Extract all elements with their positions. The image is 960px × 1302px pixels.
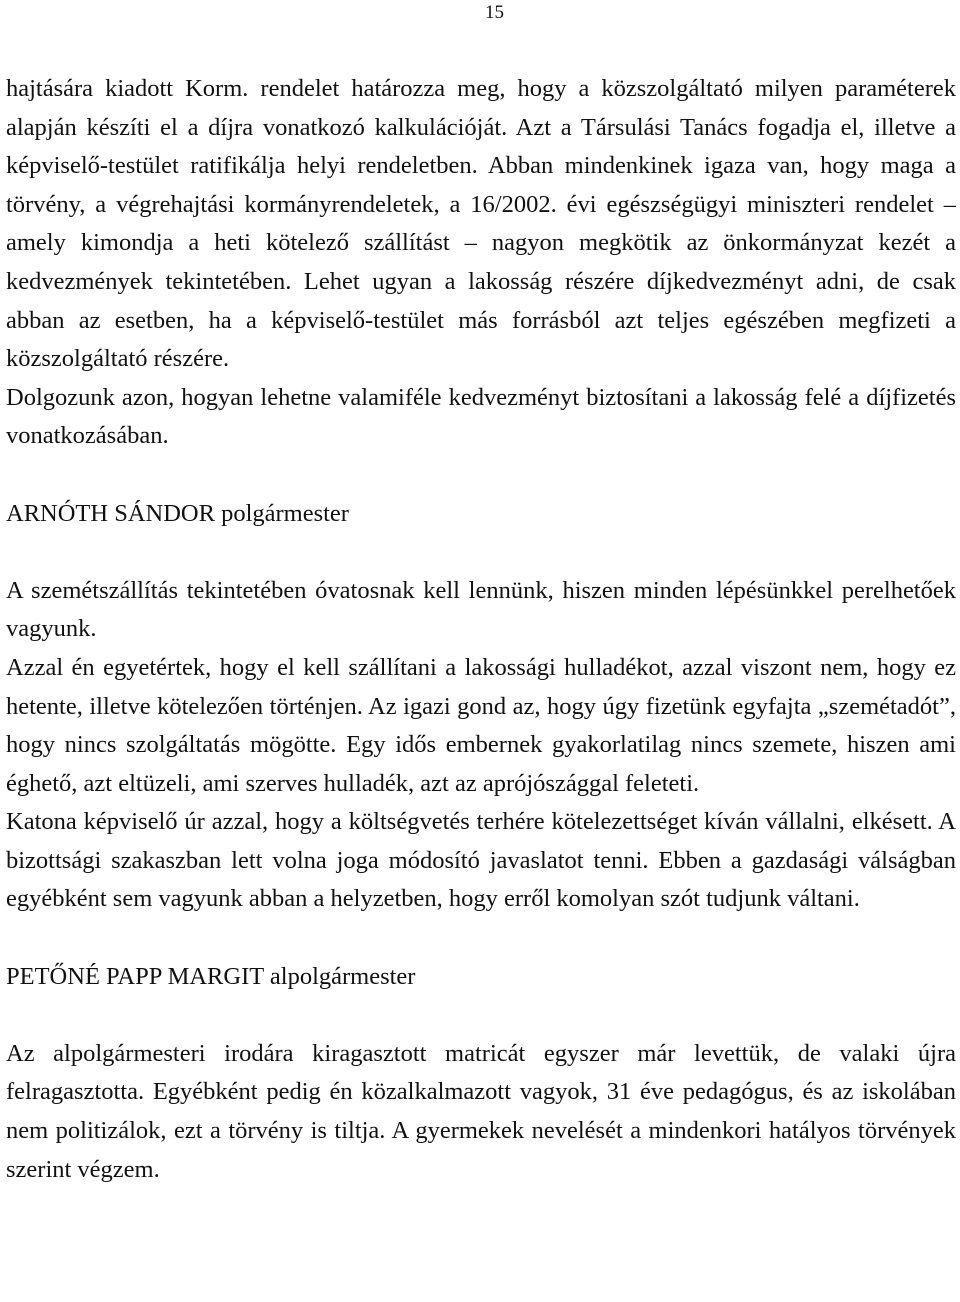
paragraph: Dolgozunk azon, hogyan lehetne valamiféle kedvezményt biztosítani a lakosság felé a díjfizetés vonatkozásában. bbox=[6, 383, 956, 450]
paragraph: Katona képviselő úr azzal, hogy a költségvetés terhére kötelezettséget kíván vállalni, elkésett. A bizottsági szakaszban lett volna joga módosító javaslatot tenni. Ebben a gazdasági válságban egyébként sem vagyunk abban a helyzetben, hogy erről komolyan szót tudjunk váltani. bbox=[6, 808, 956, 913]
paragraph: A szemétszállítás tekintetében óvatosnak kell lennünk, hiszen minden lépésünkkel perelhetőek vagyunk. bbox=[6, 576, 956, 643]
paragraph: Azzal én egyetértek, hogy el kell szállítani a lakossági hulladékot, azzal viszont nem, hogy ez hetente, illetve kötelezően történjen. Az igazi gond az, hogy úgy fizetünk egyfajta „szemétadót”, hogy nincs szolgáltatás mögötte. Egy idős embernek gyakorlatilag nincs szemete, hiszen ami éghető, azt eltüzeli, ami szerves hulladék, azt az aprójószággal feleteti. bbox=[6, 653, 956, 797]
speaker-heading: ARNÓTH SÁNDOR polgármester bbox=[6, 499, 349, 527]
paragraph: Az alpolgármesteri irodára kiragasztott matricát egyszer már levettük, de valaki újra felragasztotta. Egyébként pedig én közalkalmazott vagyok, 31 éve pedagógus, és az iskolában nem politizálok, ezt a törvény is tiltja. A gyermekek nevelését a mindenkori hatályos törvények szerint végzem. bbox=[6, 1039, 956, 1183]
speaker-heading: PETŐNÉ PAPP MARGIT alpolgármester bbox=[6, 962, 416, 990]
paragraph: hajtására kiadott Korm. rendelet határozza meg, hogy a közszolgáltató milyen paraméterek alapján készíti el a díjra vonatkozó kalkulációját. Azt a Társulási Tanács fogadja el, illetve a képviselő-testület ratifikálja helyi rendeletben. Abban mindenkinek igaza van, hogy maga a törvény, a végrehajtási kormányrendeletek, a 16/2002. évi egészségügyi miniszteri rendelet – amely kimondja a heti kötelező szállítást – nagyon megkötik az önkormányzat kezét a kedvezmények tekintetében. Lehet ugyan a lakosság részére díjkedvezményt adni, de csak abban az esetben, ha a képviselő-testület más forrásból azt teljes egészében megfizeti a közszolgáltató részére. bbox=[6, 75, 956, 373]
document-body bbox=[6, 70, 956, 1189]
page-number: 15 bbox=[485, 2, 504, 23]
